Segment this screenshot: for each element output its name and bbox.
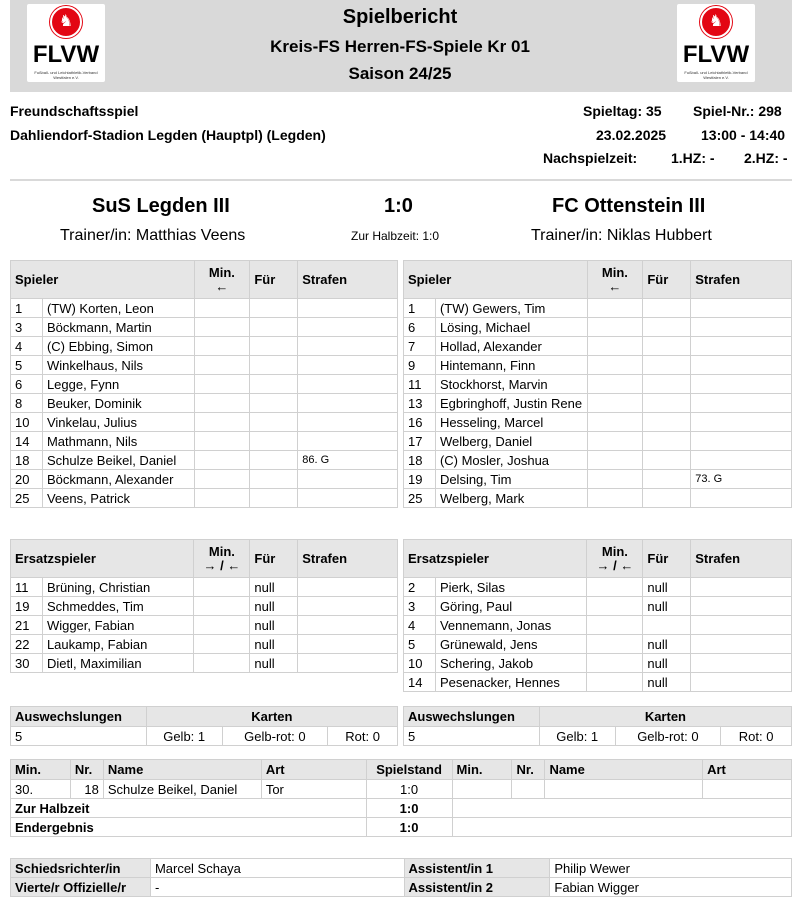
col-header-fuer: Für	[643, 261, 691, 299]
assistant1-name: Philip Wewer	[550, 859, 792, 878]
halftime-result: 1:0	[366, 799, 452, 818]
player-penalty	[691, 432, 792, 451]
halftime-label: Zur Halbzeit	[11, 799, 367, 818]
goal-score: 1:0	[366, 780, 452, 799]
player-name: (C) Mosler, Joshua	[435, 451, 587, 470]
yellow-red-count: Gelb-rot: 0	[222, 727, 328, 746]
player-number: 17	[404, 432, 436, 451]
sub-for: null	[250, 654, 298, 673]
table-row	[11, 470, 398, 489]
table-row	[11, 337, 398, 356]
player-name: Welberg, Daniel	[435, 432, 587, 451]
player-number: 18	[11, 451, 43, 470]
player-number: 6	[11, 375, 43, 394]
player-name: Grünewald, Jens	[435, 635, 587, 654]
yellow-count: Gelb: 1	[146, 727, 222, 746]
sub-for: null	[250, 597, 298, 616]
player-name: Winkelhaus, Nils	[42, 356, 194, 375]
sub-for: null	[250, 578, 298, 597]
table-row	[11, 375, 398, 394]
player-penalty	[298, 489, 398, 508]
sub-for: null	[250, 616, 298, 635]
table-row	[404, 375, 792, 394]
table-row	[404, 299, 792, 318]
player-name: Lösing, Michael	[435, 318, 587, 337]
player-name: Veens, Patrick	[42, 489, 194, 508]
table-row	[11, 413, 398, 432]
player-name: Schering, Jakob	[435, 654, 587, 673]
player-name: Hollad, Alexander	[435, 337, 587, 356]
assistant1-label: Assistent/in 1	[404, 859, 550, 878]
col-header-min: Min. → / ←	[587, 540, 643, 578]
divider	[10, 179, 792, 181]
player-number: 16	[404, 413, 436, 432]
player-number: 30	[11, 654, 43, 673]
player-penalty	[298, 375, 398, 394]
table-row	[11, 356, 398, 375]
flvw-logo: ♞ FLVW Fußball- und Leichtathletik-Verband Westfalen e.V.	[27, 4, 105, 82]
player-number: 2	[404, 578, 436, 597]
player-name: Böckmann, Martin	[42, 318, 194, 337]
col-header-art: Art	[703, 760, 792, 780]
sub-for: null	[250, 635, 298, 654]
fourth-official-label: Vierte/r Offizielle/r	[11, 878, 151, 897]
col-header-strafen: Strafen	[298, 540, 398, 578]
player-penalty	[691, 394, 792, 413]
match-time: 13:00 - 14:40	[701, 127, 786, 143]
subs-count: 5	[404, 727, 540, 746]
col-header-auswechslungen: Auswechslungen	[404, 707, 540, 727]
col-header-name: Name	[103, 760, 261, 780]
player-number: 4	[11, 337, 43, 356]
player-name: Pesenacker, Hennes	[435, 673, 587, 692]
col-header-karten: Karten	[539, 707, 791, 727]
horse-icon: ♞	[58, 13, 74, 30]
assistant2-name: Fabian Wigger	[550, 878, 792, 897]
assistant2-label: Assistent/in 2	[404, 878, 550, 897]
table-row	[404, 451, 792, 470]
player-penalty	[691, 489, 792, 508]
player-name: Dietl, Maximilian	[42, 654, 194, 673]
player-penalty: 73. G	[691, 470, 792, 489]
player-penalty: 86. G	[298, 451, 398, 470]
table-row	[11, 299, 398, 318]
player-number: 19	[404, 470, 436, 489]
match-type: Freundschaftsspiel	[10, 103, 139, 119]
player-penalty	[691, 299, 792, 318]
away-lineup-rows	[404, 299, 792, 508]
table-row	[11, 394, 398, 413]
horse-icon: ♞	[708, 13, 724, 30]
flvw-logo: ♞ FLVW Fußball- und Leichtathletik-Verband Westfalen e.V.	[677, 4, 755, 82]
sub-for: null	[643, 597, 691, 616]
player-number: 9	[404, 356, 436, 375]
col-header-fuer: Für	[643, 540, 691, 578]
player-name: Böckmann, Alexander	[42, 470, 194, 489]
table-row	[404, 394, 792, 413]
table-row	[11, 432, 398, 451]
table-row	[11, 578, 398, 597]
player-number: 14	[11, 432, 43, 451]
player-number: 10	[404, 654, 436, 673]
player-number: 20	[11, 470, 43, 489]
player-penalty	[691, 356, 792, 375]
sub-for: null	[643, 578, 691, 597]
player-name: Vinkelau, Julius	[42, 413, 194, 432]
match-number: Spiel-Nr.: 298	[693, 103, 782, 119]
player-penalty	[691, 375, 792, 394]
player-number: 5	[11, 356, 43, 375]
extra-time-label: Nachspielzeit:	[543, 150, 638, 166]
table-row	[11, 654, 398, 673]
player-number: 22	[11, 635, 43, 654]
player-number: 5	[404, 635, 436, 654]
col-header-strafen: Strafen	[691, 261, 792, 299]
extra-time-hz2: 2.HZ: -	[744, 150, 788, 166]
player-name: Wigger, Fabian	[42, 616, 194, 635]
table-row	[11, 597, 398, 616]
home-lineup-table	[10, 260, 398, 508]
table-row	[11, 616, 398, 635]
matchday: Spieltag: 35	[583, 103, 662, 119]
table-row	[404, 318, 792, 337]
player-number: 19	[11, 597, 43, 616]
player-number: 13	[404, 394, 436, 413]
player-number: 18	[404, 451, 436, 470]
goal-minute: 30.	[11, 780, 71, 799]
col-header-min: Min. → / ←	[194, 540, 250, 578]
table-row	[11, 451, 398, 470]
away-lineup-table	[403, 260, 792, 508]
player-name: (TW) Korten, Leon	[42, 299, 194, 318]
table-row	[404, 432, 792, 451]
player-penalty	[298, 299, 398, 318]
table-row	[11, 318, 398, 337]
table-row	[404, 337, 792, 356]
player-name: Brüning, Christian	[42, 578, 194, 597]
table-row	[404, 470, 792, 489]
player-number: 25	[11, 489, 43, 508]
player-penalty	[298, 470, 398, 489]
player-name: Pierk, Silas	[435, 578, 587, 597]
table-row	[404, 489, 792, 508]
competition-title: Kreis-FS Herren-FS-Spiele Kr 01	[270, 37, 530, 56]
player-number: 25	[404, 489, 436, 508]
table-row	[404, 413, 792, 432]
page-title: Spielbericht	[342, 6, 458, 28]
sub-for: null	[643, 635, 691, 654]
table-row	[404, 597, 792, 616]
referee-label: Schiedsrichter/in	[11, 859, 151, 878]
player-name: Stockhorst, Marvin	[435, 375, 587, 394]
home-summary-table	[10, 706, 398, 746]
away-subs-table	[403, 539, 792, 692]
player-number: 11	[404, 375, 436, 394]
player-name: Hesseling, Marcel	[435, 413, 587, 432]
home-trainer: Trainer/in: Matthias Veens	[60, 227, 246, 244]
table-row	[11, 818, 792, 837]
player-name: Göring, Paul	[435, 597, 587, 616]
goal-player-name: Schulze Beikel, Daniel	[103, 780, 261, 799]
table-row	[11, 780, 792, 799]
player-name: Vennemann, Jonas	[435, 616, 587, 635]
table-row	[404, 635, 792, 654]
yellow-red-count: Gelb-rot: 0	[615, 727, 721, 746]
table-row	[404, 616, 792, 635]
officials-table	[10, 858, 792, 897]
col-header-spieler: Spieler	[404, 261, 588, 299]
col-header-spieler: Spieler	[11, 261, 195, 299]
table-row	[404, 654, 792, 673]
home-subs-rows	[11, 578, 398, 673]
player-penalty	[298, 394, 398, 413]
goals-table	[10, 759, 792, 837]
player-number: 10	[11, 413, 43, 432]
player-number: 11	[11, 578, 43, 597]
col-header-ersatz: Ersatzspieler	[404, 540, 587, 578]
extra-time-hz1: 1.HZ: -	[671, 150, 715, 166]
col-header-fuer: Für	[250, 261, 298, 299]
player-penalty	[691, 337, 792, 356]
player-number: 7	[404, 337, 436, 356]
col-header-min: Min. ←	[194, 261, 250, 299]
player-name: Schmeddes, Tim	[42, 597, 194, 616]
home-lineup-rows	[11, 299, 398, 508]
col-header-auswechslungen: Auswechslungen	[11, 707, 147, 727]
sub-for	[643, 616, 691, 635]
col-header-nr: Nr.	[70, 760, 103, 780]
home-subs-table	[10, 539, 398, 673]
col-header-min: Min. ←	[587, 261, 643, 299]
red-count: Rot: 0	[721, 727, 792, 746]
col-header-spielstand: Spielstand	[366, 760, 452, 780]
player-number: 1	[11, 299, 43, 318]
col-header-strafen: Strafen	[298, 261, 398, 299]
player-penalty	[298, 318, 398, 337]
player-penalty	[691, 413, 792, 432]
final-score: 1:0	[384, 195, 413, 217]
player-name: Welberg, Mark	[435, 489, 587, 508]
player-number: 14	[404, 673, 436, 692]
sub-for: null	[643, 673, 691, 692]
goal-type: Tor	[261, 780, 366, 799]
player-name: Beuker, Dominik	[42, 394, 194, 413]
yellow-count: Gelb: 1	[539, 727, 615, 746]
player-name: Schulze Beikel, Daniel	[42, 451, 194, 470]
player-name: Hintemann, Finn	[435, 356, 587, 375]
away-subs-rows	[404, 578, 792, 692]
player-name: Legge, Fynn	[42, 375, 194, 394]
home-team-name: SuS Legden III	[92, 195, 230, 217]
col-header-fuer: Für	[250, 540, 298, 578]
fourth-official-name: -	[150, 878, 404, 897]
table-row	[11, 489, 398, 508]
player-penalty	[298, 432, 398, 451]
col-header-min: Min.	[452, 760, 512, 780]
final-result: 1:0	[366, 818, 452, 837]
player-number: 3	[11, 318, 43, 337]
red-count: Rot: 0	[328, 727, 398, 746]
sub-for: null	[643, 654, 691, 673]
col-header-nr: Nr.	[512, 760, 545, 780]
player-penalty	[298, 356, 398, 375]
player-number: 1	[404, 299, 436, 318]
player-penalty	[298, 413, 398, 432]
table-row	[11, 799, 792, 818]
table-row	[404, 356, 792, 375]
player-number: 4	[404, 616, 436, 635]
away-team-name: FC Ottenstein III	[552, 195, 706, 217]
table-row	[404, 673, 792, 692]
player-name: (C) Ebbing, Simon	[42, 337, 194, 356]
player-penalty	[298, 337, 398, 356]
player-name: (TW) Gewers, Tim	[435, 299, 587, 318]
table-row	[11, 635, 398, 654]
col-header-art: Art	[261, 760, 366, 780]
col-header-strafen: Strafen	[691, 540, 792, 578]
player-number: 6	[404, 318, 436, 337]
referee-name: Marcel Schaya	[150, 859, 404, 878]
player-penalty	[691, 318, 792, 337]
goal-player-number: 18	[70, 780, 103, 799]
player-penalty	[691, 451, 792, 470]
player-number: 8	[11, 394, 43, 413]
season-title: Saison 24/25	[348, 64, 452, 83]
match-date: 23.02.2025	[596, 127, 667, 143]
away-trainer: Trainer/in: Niklas Hubbert	[531, 227, 712, 244]
player-name: Delsing, Tim	[435, 470, 587, 489]
venue: Dahliendorf-Stadion Legden (Hauptpl) (Legden)	[10, 127, 326, 143]
player-name: Mathmann, Nils	[42, 432, 194, 451]
player-number: 21	[11, 616, 43, 635]
player-name: Laukamp, Fabian	[42, 635, 194, 654]
col-header-name: Name	[545, 760, 703, 780]
subs-count: 5	[11, 727, 147, 746]
halftime-score: Zur Halbzeit: 1:0	[351, 229, 440, 243]
final-label: Endergebnis	[11, 818, 367, 837]
col-header-min: Min.	[11, 760, 71, 780]
col-header-ersatz: Ersatzspieler	[11, 540, 194, 578]
away-summary-table	[403, 706, 792, 746]
player-number: 3	[404, 597, 436, 616]
table-row	[404, 578, 792, 597]
player-name: Egbringhoff, Justin Rene	[435, 394, 587, 413]
col-header-karten: Karten	[146, 707, 397, 727]
